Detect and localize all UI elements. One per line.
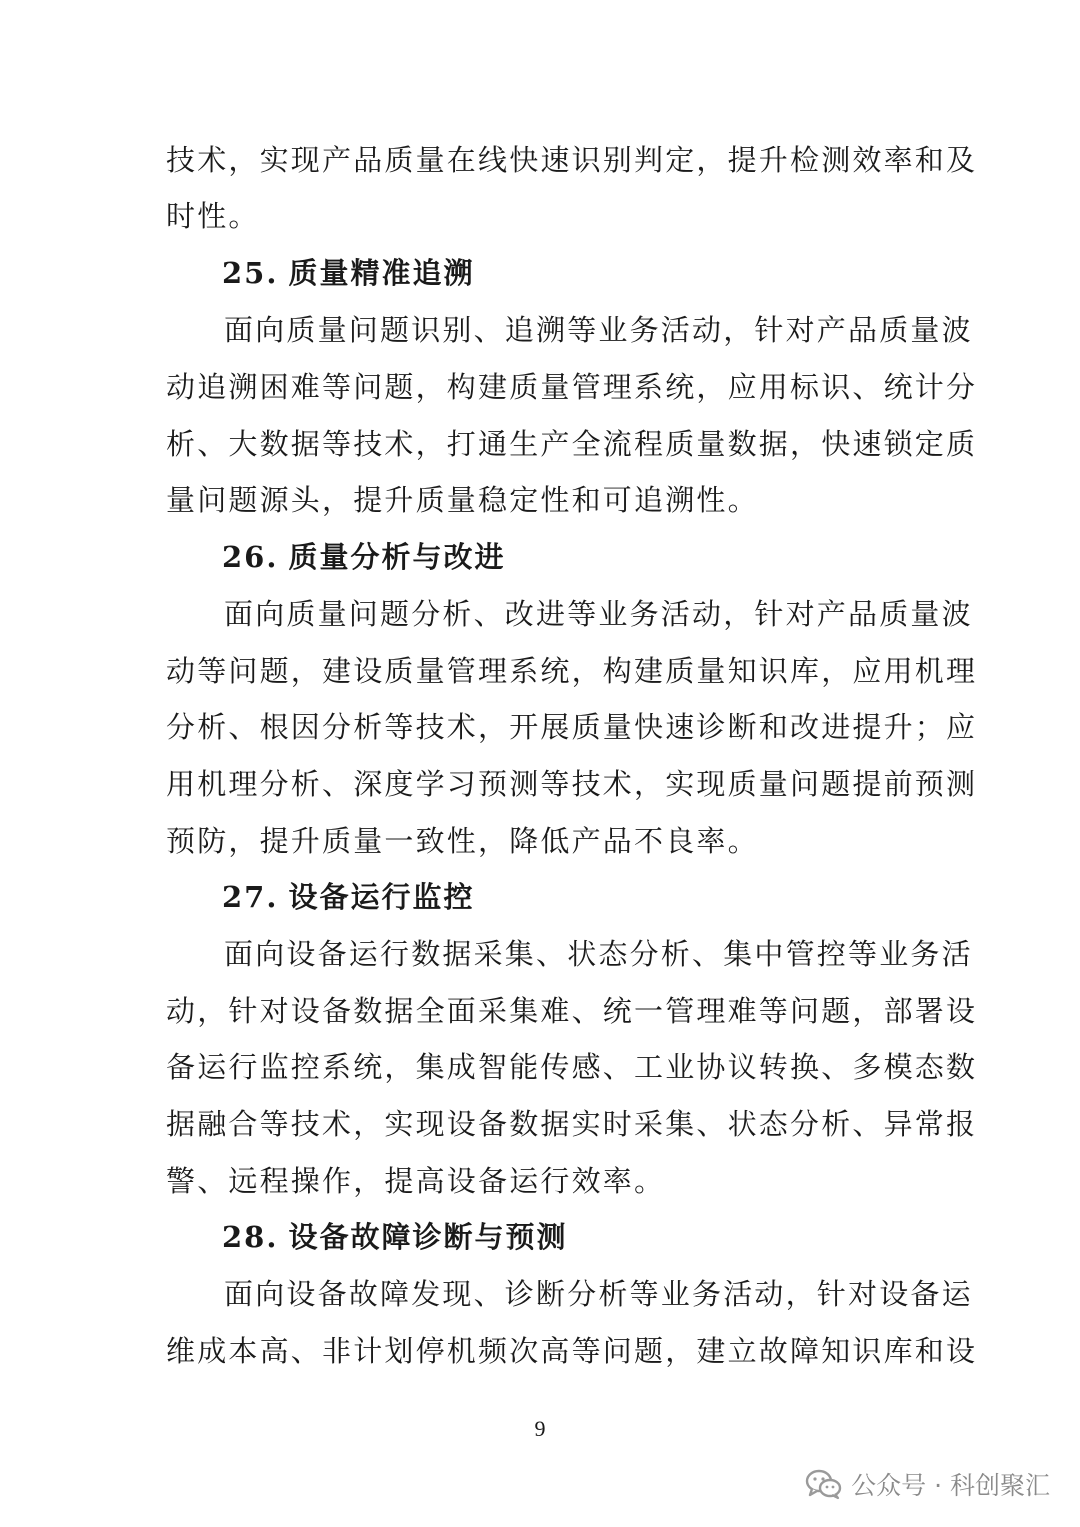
paragraph-line: 动，针对设备数据全面采集难、统一管理难等问题，部署设 (166, 994, 978, 1028)
section-number: 27. (222, 880, 279, 914)
paragraph-line: 用机理分析、深度学习预测等技术，实现质量问题提前预测 (166, 767, 978, 801)
section-heading-25 (222, 253, 474, 293)
section-title: 设备运行监控 (288, 880, 475, 914)
watermark-text: 公众号 · 科创聚汇 (851, 1471, 1050, 1500)
paragraph-line: 面向质量问题识别、追溯等业务活动，针对产品质量波 (224, 313, 973, 347)
section-title: 设备故障诊断与预测 (288, 1220, 568, 1254)
watermark (805, 1466, 1050, 1502)
paragraph-line: 分析、根因分析等技术，开展质量快速诊断和改进提升；应 (166, 710, 978, 744)
wechat-icon (805, 1468, 843, 1500)
paragraph-line: 时性。 (166, 199, 260, 233)
section-number: 26. (222, 540, 279, 574)
section-heading-26 (222, 537, 505, 577)
section-number: 28. (222, 1220, 279, 1254)
paragraph-line: 备运行监控系统，集成智能传感、工业协议转换、多模态数 (166, 1050, 978, 1084)
paragraph-line: 动追溯困难等问题，构建质量管理系统，应用标识、统计分 (166, 370, 978, 404)
paragraph-line: 据融合等技术，实现设备数据实时采集、状态分析、异常报 (166, 1107, 978, 1141)
paragraph-line: 动等问题，建设质量管理系统，构建质量知识库，应用机理 (166, 654, 978, 688)
section-heading-27 (222, 877, 474, 917)
paragraph-line: 面向设备运行数据采集、状态分析、集中管控等业务活 (224, 937, 973, 971)
paragraph-line: 技术，实现产品质量在线快速识别判定，提升检测效率和及 (166, 143, 978, 177)
paragraph-line: 预防，提升质量一致性，降低产品不良率。 (166, 824, 759, 858)
paragraph-line: 面向设备故障发现、诊断分析等业务活动，针对设备运 (224, 1277, 973, 1311)
paragraph-line: 面向质量问题分析、改进等业务活动，针对产品质量波 (224, 597, 973, 631)
section-title: 质量精准追溯 (288, 256, 475, 290)
paragraph-line: 警、远程操作，提高设备运行效率。 (166, 1164, 666, 1198)
section-title: 质量分析与改进 (288, 540, 506, 574)
page-number: 9 (534, 1416, 546, 1441)
section-heading-28 (222, 1217, 567, 1257)
paragraph-line: 量问题源头，提升质量稳定性和可追溯性。 (166, 483, 759, 517)
paragraph-line: 析、大数据等技术，打通生产全流程质量数据，快速锁定质 (166, 427, 978, 461)
section-number: 25. (222, 256, 279, 290)
paragraph-line: 维成本高、非计划停机频次高等问题，建立故障知识库和设 (166, 1334, 978, 1368)
